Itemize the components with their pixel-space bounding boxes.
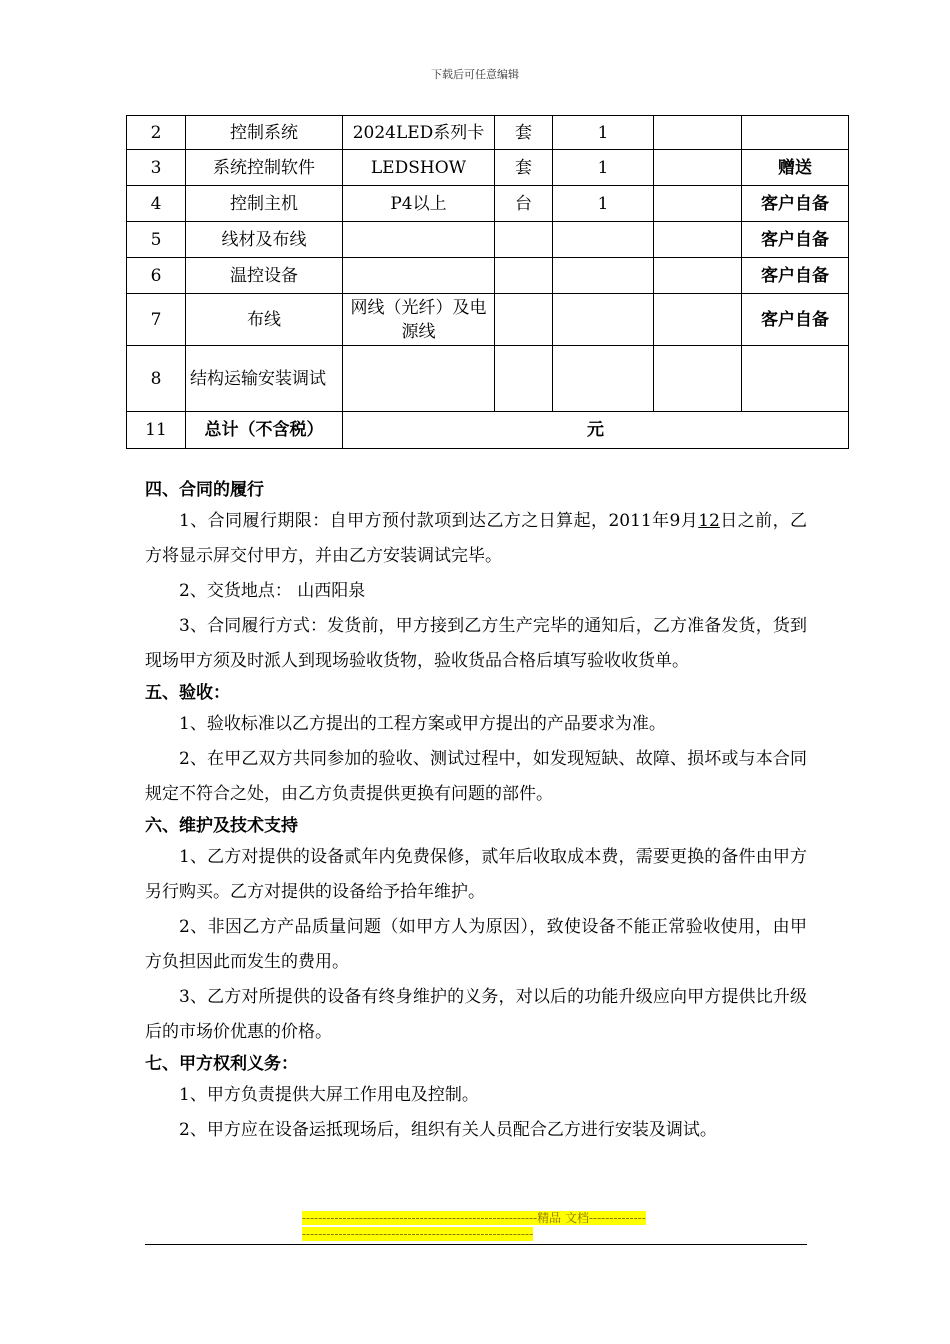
row-name: 布线 [186, 294, 343, 346]
row-qty: 1 [553, 186, 654, 222]
row-qty: 1 [553, 150, 654, 186]
row-model [343, 346, 495, 412]
row-price [654, 222, 742, 258]
row-unit: 套 [495, 150, 553, 186]
row-name: 控制主机 [186, 186, 343, 222]
row-model: 网线（光纤）及电源线 [343, 294, 495, 346]
table-row [127, 186, 849, 222]
paragraph-text: 1、合同履行期限：自甲方预付款项到达乙方之日算起，2011年9月 [179, 511, 699, 531]
paragraph: 3、合同履行方式：发货前，甲方接到乙方生产完毕的通知后，乙方准备发货，货到现场甲方须及时派人到现场验收货物，验收货品合格后填写验收收货单。 [145, 616, 807, 671]
section-title-party-a: 七、甲方权利义务： [145, 1054, 298, 1074]
total-row [127, 412, 849, 449]
row-no: 4 [127, 186, 186, 222]
section-title-maintenance: 六、维护及技术支持 [145, 816, 298, 836]
paragraph: 2、非因乙方产品质量问题（如甲方人为原因），致使设备不能正常验收使用，由甲方负担因此而发生的费用。 [145, 917, 807, 972]
row-no: 8 [127, 346, 186, 412]
row-qty [553, 346, 654, 412]
row-no: 6 [127, 258, 186, 294]
row-no: 3 [127, 150, 186, 186]
paragraph: 2、甲方应在设备运抵现场后，组织有关人员配合乙方进行安装及调试。 [179, 1120, 717, 1140]
row-note: 客户自备 [742, 294, 849, 346]
paragraph: 1、验收标准以乙方提出的工程方案或甲方提出的产品要求为准。 [179, 714, 666, 734]
row-price [654, 258, 742, 294]
row-no: 2 [127, 116, 186, 150]
table-row [127, 150, 849, 186]
row-model: LEDSHOW [343, 150, 495, 186]
header-note: 下载后可任意编辑 [431, 68, 519, 81]
row-note [742, 116, 849, 150]
row-name: 控制系统 [186, 116, 343, 150]
row-price [654, 294, 742, 346]
contract-body [145, 476, 807, 1148]
paragraph: 2、在甲乙双方共同参加的验收、测试过程中，如发现短缺、故障、损坏或与本合同规定不符合之处，由乙方负责提供更换有问题的部件。 [145, 749, 807, 804]
row-name: 温控设备 [186, 258, 343, 294]
total-no: 11 [127, 412, 186, 449]
row-name: 系统控制软件 [186, 150, 343, 186]
row-no: 7 [127, 294, 186, 346]
row-qty [553, 222, 654, 258]
section-title-performance: 四、合同的履行 [145, 480, 264, 500]
row-name: 结构运输安装调试 [186, 346, 343, 412]
total-value: 元 [343, 412, 849, 449]
row-note: 赠送 [742, 150, 849, 186]
row-unit [495, 294, 553, 346]
row-note [742, 346, 849, 412]
items-table [126, 115, 849, 449]
row-unit [495, 222, 553, 258]
total-label: 总计（不含税） [186, 412, 343, 449]
table-row [127, 258, 849, 294]
row-model [343, 258, 495, 294]
row-unit: 套 [495, 116, 553, 150]
row-note: 客户自备 [742, 258, 849, 294]
row-note: 客户自备 [742, 186, 849, 222]
paragraph: 1、乙方对提供的设备贰年内免费保修，贰年后收取成本费，需要更换的备件由甲方另行购买。乙方对提供的设备给予拾年维护。 [145, 847, 807, 902]
footer-watermark-text: ----------------------------------------------------------精品 文档----------------------------------------------------------------------- [302, 1211, 646, 1241]
row-unit [495, 346, 553, 412]
row-model: 2024LED系列卡 [343, 116, 495, 150]
row-model [343, 222, 495, 258]
paragraph-text: 日之前，乙方将显示屏交付甲方，并由乙方安装调试完毕。 [145, 511, 808, 566]
row-qty: 1 [553, 116, 654, 150]
section-title-acceptance: 五、验收： [145, 683, 230, 703]
table-row [127, 222, 849, 258]
row-unit: 台 [495, 186, 553, 222]
paragraph: 3、乙方对所提供的设备有终身维护的义务，对以后的功能升级应向甲方提供比升级后的市场价优惠的价格。 [145, 987, 807, 1042]
paragraph [145, 504, 807, 574]
row-price [654, 150, 742, 186]
paragraph: 1、甲方负责提供大屏工作用电及控制。 [179, 1085, 479, 1105]
footer-divider [145, 1244, 807, 1245]
table-row [127, 346, 849, 412]
table-row [127, 116, 849, 150]
row-qty [553, 294, 654, 346]
row-price [654, 186, 742, 222]
footer-watermark [302, 1210, 648, 1242]
row-note: 客户自备 [742, 222, 849, 258]
row-unit [495, 258, 553, 294]
row-price [654, 346, 742, 412]
row-no: 5 [127, 222, 186, 258]
row-name: 线材及布线 [186, 222, 343, 258]
row-qty [553, 258, 654, 294]
deadline-day: 12 [698, 511, 720, 531]
row-model: P4以上 [343, 186, 495, 222]
row-price [654, 116, 742, 150]
table-row [127, 294, 849, 346]
paragraph: 2、交货地点： 山西阳泉 [179, 581, 366, 601]
